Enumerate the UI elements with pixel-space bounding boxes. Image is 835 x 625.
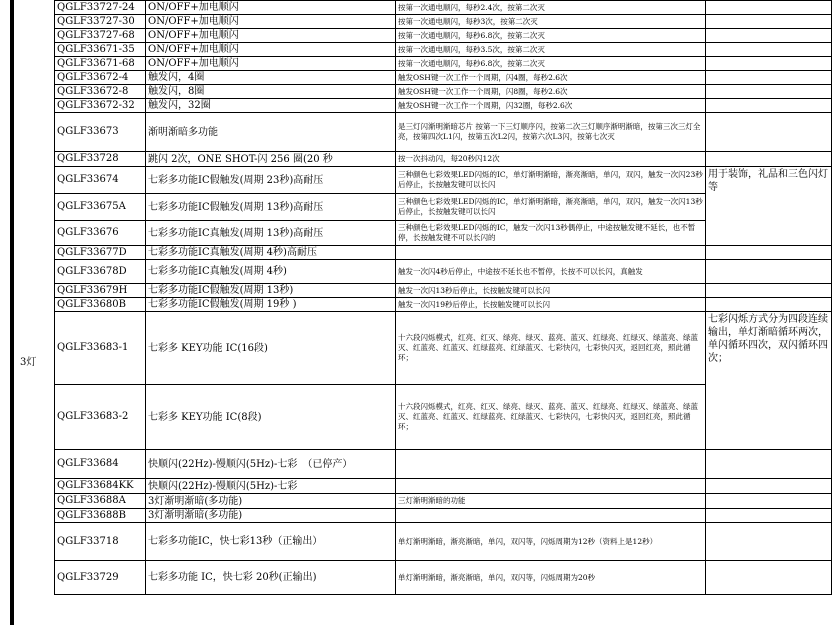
ic-code: QGLF33672-8 [55, 85, 146, 99]
ic-description: 触发一次闪4秒后停止，中途按不延长也不暂停，长按不可以长闪，真触发 [396, 260, 706, 284]
ic-function: 快顺闪(22Hz)-慢顺闪(5Hz)-七彩 （已停产） [146, 450, 396, 479]
table-row [55, 152, 832, 167]
table-row [55, 85, 832, 99]
ic-description: 三种颜色七彩效果LED闪烁的IC，单灯渐明渐暗，渐亮渐暗，单闪，双闪，触发一次闪13秒后停止，长按触发键可以长闪 [396, 194, 706, 221]
application-cell [706, 260, 832, 284]
ic-function: ON/OFF+加电顺闪 [146, 29, 396, 43]
ic-function: 七彩多功能IC真触发(周期 4秒)高耐压 [146, 246, 396, 260]
table-row [55, 298, 832, 312]
application-cell [706, 494, 832, 509]
ic-description: 按一次抖动闪，每20秒闪12次 [396, 152, 706, 167]
ic-code: QGLF33675A [55, 194, 146, 221]
ic-code: QGLF33671-35 [55, 43, 146, 57]
ic-description [396, 246, 706, 260]
application-cell [706, 298, 832, 312]
ic-function: 触发闪，4圈 [146, 71, 396, 85]
ic-function: 七彩多功能IC假触发(周期 23秒)高耐压 [146, 167, 396, 194]
ic-function: 渐明渐暗多功能 [146, 113, 396, 152]
application-cell [706, 152, 832, 167]
ic-description: 触发OSH键一次工作一个周期，闪8圈，每秒2.6次 [396, 85, 706, 99]
ic-description: 触发OSH键一次工作一个周期，闪32圈，每秒2.6次 [396, 99, 706, 113]
application-cell [706, 479, 832, 494]
ic-function: 七彩多功能IC假触发(周期 19秒 ) [146, 298, 396, 312]
ic-function: 触发闪，8圈 [146, 85, 396, 99]
ic-description [396, 450, 706, 479]
ic-code: QGLF33671-68 [55, 57, 146, 71]
ic-description: 是三灯闪渐明渐暗芯片 按第一下三灯顺序闪，按第二次三灯顺序渐明渐暗，按第三次三灯全亮，按第四次L1闪，按第五次L2闪，按第六次L3闪，按第七次灭 [396, 113, 706, 152]
table-row [55, 57, 832, 71]
ic-description: 三种颜色七彩效果LED闪烁的IC，单灯渐明渐暗，渐亮渐暗，单闪，双闪，触发一次闪23秒后停止，长按触发键可以长闪 [396, 167, 706, 194]
table-row [55, 113, 832, 152]
ic-function: 七彩多功能IC假触发(周期 13秒)高耐压 [146, 194, 396, 221]
ic-function: ON/OFF+加电顺闪 [146, 15, 396, 29]
table-row [55, 15, 832, 29]
ic-code: QGLF33674 [55, 167, 146, 194]
ic-function: 七彩多功能IC假触发(周期 13秒) [146, 284, 396, 298]
ic-function: ON/OFF+加电顺闪 [146, 57, 396, 71]
ic-description: 单灯渐明渐暗，渐亮渐暗，单闪，双闪等，闪烁周期为20秒 [396, 561, 706, 595]
application-note-seven-color: 七彩闪烁方式分为四段连续输出，单灯渐暗循环两次，单闪循环四次，双闪循环四次； [706, 312, 832, 450]
ic-code: QGLF33684 [55, 450, 146, 479]
ic-code: QGLF33688B [55, 509, 146, 523]
ic-function: 七彩多功能IC，快七彩13秒（正输出） [146, 523, 396, 561]
ic-function: ON/OFF+加电顺闪 [146, 43, 396, 57]
table-row [55, 561, 832, 595]
application-cell [706, 284, 832, 298]
ic-code: QGLF33718 [55, 523, 146, 561]
ic-code: QGLF33727-30 [55, 15, 146, 29]
ic-code: QGLF33688A [55, 494, 146, 509]
ic-description [396, 479, 706, 494]
ic-code: QGLF33728 [55, 152, 146, 167]
ic-code: QGLF33672-32 [55, 99, 146, 113]
ic-description: 十六段闪烁模式，红亮、红灭、绿亮、绿灭、蓝亮、蓝灭、红绿亮、红绿灭、绿蓝亮、绿蓝灭、红蓝亮、红蓝灭、红绿蓝亮、红绿蓝灭、七彩快闪，七彩快闪灭，返回红亮，照此循环； [396, 385, 706, 450]
ic-code: QGLF33676 [55, 221, 146, 246]
ic-function: ON/OFF+加电顺闪 [146, 1, 396, 15]
ic-code: QGLF33684KK [55, 479, 146, 494]
ic-function: 七彩多功能 IC，快七彩 20秒(正输出) [146, 561, 396, 595]
ic-function: 快顺闪(22Hz)-慢顺闪(5Hz)-七彩 [146, 479, 396, 494]
application-cell [706, 1, 832, 15]
application-cell [706, 523, 832, 561]
table-row [55, 479, 832, 494]
ic-code: QGLF33683-2 [55, 385, 146, 450]
ic-description: 触发一次闪13秒后停止，长按触发键可以长闪 [396, 284, 706, 298]
ic-function: 触发闪，32圈 [146, 99, 396, 113]
application-cell [706, 450, 832, 479]
table-row [55, 450, 832, 479]
ic-code: QGLF33673 [55, 113, 146, 152]
application-cell [706, 71, 832, 85]
ic-code: QGLF33680B [55, 298, 146, 312]
ic-function: 七彩多 KEY功能 IC(8段) [146, 385, 396, 450]
application-cell [706, 561, 832, 595]
application-cell [706, 29, 832, 43]
table-row [55, 494, 832, 509]
application-cell [706, 113, 832, 152]
table-row [55, 99, 832, 113]
ic-code: QGLF33727-68 [55, 29, 146, 43]
ic-description: 按第一次通电顺闪，每秒2.4次，按第二次灭 [396, 1, 706, 15]
ic-function: 七彩多 KEY功能 IC(16段) [146, 312, 396, 385]
application-note-decor: 用于装饰，礼品和三色闪灯等 [706, 167, 832, 246]
table-row [55, 71, 832, 85]
ic-code: QGLF33672-4 [55, 71, 146, 85]
left-border [10, 0, 14, 625]
table-row [55, 523, 832, 561]
ic-description: 按第一次通电顺闪，每秒6.8次，按第二次灭 [396, 57, 706, 71]
application-cell [706, 99, 832, 113]
ic-description: 单灯渐明渐暗，渐亮渐暗，单闪，双闪等，闪烁周期为12秒（资料上是12秒） [396, 523, 706, 561]
application-cell [706, 246, 832, 260]
table-row [55, 43, 832, 57]
table-row [55, 312, 832, 385]
ic-spec-table [54, 0, 832, 595]
application-cell [706, 43, 832, 57]
group-label-3-lights: 3灯 [20, 357, 37, 368]
ic-code: QGLF33727-24 [55, 1, 146, 15]
application-cell [706, 509, 832, 523]
table-row [55, 29, 832, 43]
table-row [55, 260, 832, 284]
ic-function: 3灯渐明渐暗(多功能) [146, 494, 396, 509]
application-cell [706, 15, 832, 29]
ic-function: 七彩多功能IC真触发(周期 13秒)高耐压 [146, 221, 396, 246]
ic-function: 3灯渐明渐暗(多功能) [146, 509, 396, 523]
table-row [55, 246, 832, 260]
table-row [55, 1, 832, 15]
application-cell [706, 85, 832, 99]
ic-description: 触发OSH键一次工作一个周期，闪4圈，每秒2.6次 [396, 71, 706, 85]
ic-description: 按第一次通电顺闪，每秒3次，按第二次灭 [396, 15, 706, 29]
ic-code: QGLF33678D [55, 260, 146, 284]
ic-description: 按第一次通电顺闪，每秒6.8次，按第二次灭 [396, 29, 706, 43]
application-cell [706, 57, 832, 71]
ic-description: 十六段闪烁模式，红亮、红灭、绿亮、绿灭、蓝亮、蓝灭、红绿亮、红绿灭、绿蓝亮、绿蓝灭、红蓝亮、红蓝灭、红绿蓝亮、红绿蓝灭、七彩快闪，七彩快闪灭，返回红亮，照此循环； [396, 312, 706, 385]
table-row [55, 509, 832, 523]
ic-code: QGLF33683-1 [55, 312, 146, 385]
table-row [55, 167, 832, 194]
table-row [55, 284, 832, 298]
ic-code: QGLF33677D [55, 246, 146, 260]
ic-description [396, 509, 706, 523]
ic-description: 三灯渐明渐暗的功能 [396, 494, 706, 509]
ic-description: 触发一次闪19秒后停止，长按触发键可以长闪 [396, 298, 706, 312]
ic-code: QGLF33729 [55, 561, 146, 595]
ic-function: 跳闪 2次，ONE SHOT-闪 256 圈(20 秒 [146, 152, 396, 167]
ic-description: 按第一次通电顺闪，每秒3.5次，按第二次灭 [396, 43, 706, 57]
ic-function: 七彩多功能IC真触发(周期 4秒) [146, 260, 396, 284]
ic-description: 三种颜色七彩效果LED闪烁的IC，触发一次闪13秒偶停止，中途按触发键不延长，也不暂停，长按触发键不可以长闪的 [396, 221, 706, 246]
ic-code: QGLF33679H [55, 284, 146, 298]
